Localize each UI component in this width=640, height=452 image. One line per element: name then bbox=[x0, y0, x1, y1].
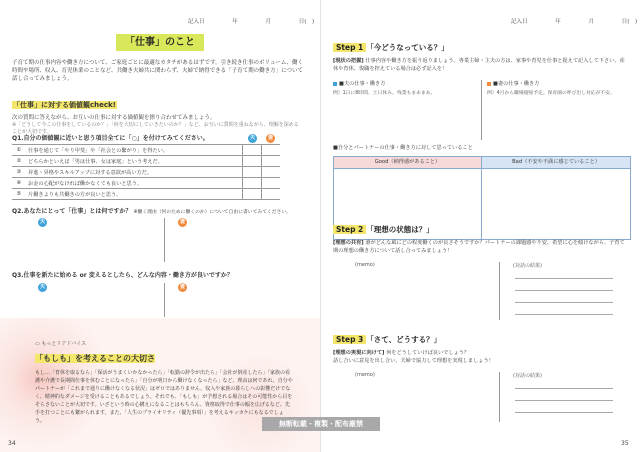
q3-wife-badge: 妻 bbox=[179, 284, 185, 290]
date-label: 記入日 bbox=[188, 19, 205, 25]
step3-memo: (memo) bbox=[355, 372, 375, 378]
page-number-left: 34 bbox=[8, 440, 16, 447]
q2-husband-badge: 夫 bbox=[39, 219, 45, 225]
result-line bbox=[515, 290, 613, 291]
square-icon bbox=[487, 82, 491, 86]
step3-desc bbox=[333, 350, 625, 365]
check-title bbox=[12, 100, 117, 110]
date-year: 年 bbox=[555, 19, 561, 25]
step2-result: (対話の結果) bbox=[513, 263, 542, 269]
step3-heading bbox=[333, 334, 441, 346]
item-text: 片働きよりも共働きの方が良いと思う。 bbox=[26, 189, 243, 200]
q3-divider bbox=[164, 283, 165, 317]
date-day: 日( ) bbox=[621, 19, 638, 25]
step3-result: (対話の結果) bbox=[513, 373, 542, 379]
wife-check-cell[interactable] bbox=[262, 156, 281, 167]
step2-desc bbox=[333, 240, 625, 255]
date-month: 月 bbox=[265, 19, 272, 25]
item-number: ④ bbox=[12, 178, 26, 189]
right-page bbox=[320, 0, 640, 452]
q2-wife-badge: 妻 bbox=[179, 219, 185, 225]
page-title: 「仕事」のこと bbox=[116, 34, 204, 51]
check-note1: 次の質問に答えながら、お互いの仕事に対する価値観を擦り合わせてみましょう。 bbox=[12, 115, 216, 121]
date-month: 月 bbox=[588, 19, 595, 25]
step1-title: 「今どうなっている？」 bbox=[366, 43, 449, 52]
date-day: 日( ) bbox=[298, 19, 315, 25]
wife-badge: 妻 bbox=[267, 135, 273, 141]
wife-work-text: ■妻の仕事・働き方 bbox=[493, 81, 540, 87]
husband-check-cell[interactable] bbox=[243, 178, 262, 189]
husband-check-cell[interactable] bbox=[243, 156, 262, 167]
step2-memo: (memo) bbox=[355, 262, 375, 268]
table-row bbox=[12, 189, 280, 200]
check-notes bbox=[12, 115, 302, 135]
item-text: 昇進・昇格やスキルアップに対する意欲が高い方だ。 bbox=[26, 167, 243, 178]
step2-desc-text: 誰がどんな風にどの程度働くのが良さそうですか？パートナーの課題感や不安、希望に心を傾けながら、子育て期の理想の働き方について話し合ってみましょう！ bbox=[333, 240, 625, 254]
husband-check-cell[interactable] bbox=[243, 189, 262, 200]
wife-work-note: 例）4月から職場復帰予定。保育園の呼び出し対応が不安。 bbox=[487, 91, 615, 96]
husband-work-label bbox=[333, 80, 385, 87]
husband-badge: 夫 bbox=[249, 135, 255, 141]
advice-title-text: 「もしも」を考えることの大切さ bbox=[35, 354, 155, 363]
husband-check-cell[interactable] bbox=[243, 167, 262, 178]
values-table bbox=[12, 144, 280, 200]
step1-desc bbox=[333, 58, 625, 73]
check-title-text: 「仕事」に対する価値観check! bbox=[13, 101, 116, 109]
step1-heading bbox=[333, 42, 449, 54]
step3-tag: Step 3 bbox=[333, 335, 366, 344]
result-line bbox=[515, 314, 613, 315]
item-text: お金の心配がなければ働かなくても良いと思う。 bbox=[26, 178, 243, 189]
item-number: ③ bbox=[12, 167, 26, 178]
step2-heading bbox=[333, 224, 434, 236]
q2-sub: ※働く理由（何のために働くのか）について自由に書いてみてください。 bbox=[133, 210, 291, 215]
item-number: ⑤ bbox=[12, 189, 26, 200]
wife-check-cell[interactable] bbox=[262, 189, 281, 200]
bad-header: Bad（不安や不満に感じていること） bbox=[482, 157, 630, 168]
table-title: ■自分とパートナーの仕事・働き方に対して思っていること bbox=[333, 145, 473, 151]
lightbulb-icon: ▭ bbox=[35, 341, 40, 347]
q3-husband-badge: 夫 bbox=[39, 284, 45, 290]
date-field bbox=[511, 17, 640, 25]
q2-heading bbox=[12, 206, 291, 215]
result-line bbox=[515, 412, 613, 413]
wife-check-cell[interactable] bbox=[262, 178, 281, 189]
step3-desc-head: [理想の実現に向けて] bbox=[333, 350, 385, 356]
step2-desc-head: [理想の共有] bbox=[333, 240, 364, 246]
table-divider bbox=[481, 157, 482, 239]
step3-divider bbox=[499, 372, 500, 422]
page-number-right: 35 bbox=[621, 440, 629, 447]
step3-title: 「さて、どうする？」 bbox=[366, 335, 442, 344]
husband-work-note: 例）1日に8時間、土日休み。残業もまあまあ。 bbox=[333, 91, 436, 96]
step2-tag: Step 2 bbox=[333, 225, 366, 234]
item-number: ② bbox=[12, 156, 26, 167]
step1-desc-text: 仕事内容や働き方を振り返りましょう。専業主婦・主夫の方は、家事や育児を仕事と捉えて記入して下さい。産休や育休、復職を控えている場合は必ず記入を！ bbox=[333, 58, 625, 72]
table-header-line bbox=[334, 168, 630, 169]
advice-title bbox=[35, 353, 155, 364]
check-note2: ※「どうして今この仕事をしているのか？」「何を大切にしていきたいのか？」など、お互いに質問を重ねながら、理解を深めることが大切です。 bbox=[12, 122, 299, 135]
result-line bbox=[515, 388, 613, 389]
square-icon bbox=[333, 82, 337, 86]
date-label: 記入日 bbox=[511, 19, 528, 25]
wife-check-cell[interactable] bbox=[262, 145, 281, 156]
q3-text: Q3.仕事を新たに始める or 変えるとしたら、どんな内容・働き方が良いですか？ bbox=[12, 272, 233, 279]
date-year: 年 bbox=[232, 19, 238, 25]
table-row bbox=[12, 145, 280, 156]
wife-check-cell[interactable] bbox=[262, 167, 281, 178]
husband-work-text: ■夫の仕事・働き方 bbox=[339, 81, 386, 87]
advice-label-text: もっとリアドバイス bbox=[41, 341, 87, 347]
item-text: 仕事を通じて「やり甲斐」や「社会との繋がり」を得たい。 bbox=[26, 145, 243, 156]
result-line bbox=[515, 400, 613, 401]
table-row bbox=[12, 178, 280, 189]
q2-text: Q2.あなたにとって「仕事」とは何ですか？ bbox=[12, 208, 132, 215]
advice-text: もし…「育休を取るなら」「保活がうまくいかなかったら」「転勤の辞令が出たら」「会社が倒産したら」「家族の看護や介護で長期間仕事を休むことになったら」「自分が明日から働けなくなったら」など、理由は何であれ、自分やパートナーが「これまで通りに働けなくなる状況」はゼロではありません。収入や家族の暮らしへの影響だけでなく、精神的なダメージを受けることもあるでしょう。それでも、「もしも」が予想される場合はその可能性から目をそらさないことが大切です。いざという時の心構えになることはもちろん、資格取得で仕事の幅を広げるなど、先手を打つことにも繋がられます。また、「人生のプライオリティ（優先事項）」を考えるキッカケにもなるでしょう。 bbox=[35, 370, 293, 424]
good-header: Good（納得感があること） bbox=[334, 157, 481, 168]
step1-tag: Step 1 bbox=[333, 43, 366, 52]
item-text: どちらかといえば「男は仕事、女は家庭」という考えだ。 bbox=[26, 156, 243, 167]
item-number: ① bbox=[12, 145, 26, 156]
husband-check-cell[interactable] bbox=[243, 145, 262, 156]
step1-desc-head: [現状の把握] bbox=[333, 58, 364, 64]
step3-desc-text: 何をどうしていけば良いでしょう？ bbox=[386, 350, 470, 356]
watermark: 無断転載・複製・配布厳禁 bbox=[262, 417, 380, 431]
wife-work-label bbox=[487, 80, 539, 87]
advice-label bbox=[35, 340, 86, 347]
step1-divider bbox=[481, 80, 482, 140]
date-field bbox=[188, 17, 320, 25]
q3-heading bbox=[12, 270, 233, 279]
q1-heading: Q1.自分の価値観に近いと思う項目全てに「○」を付けてみてください。 bbox=[12, 135, 209, 142]
table-row bbox=[12, 167, 280, 178]
result-line bbox=[515, 278, 613, 279]
intro-text: 子育て期の仕事内容や働き方について、ご家庭ごとに最適なカタチがあるはずです。引き続き仕事のボリューム、働く時間や場所、収入、育児休業のことなど、共働き夫婦共に関わらず、夫婦で納得できる「子育て期の働き方」について話し合ってみましょう。 bbox=[12, 60, 304, 82]
table-row bbox=[12, 156, 280, 167]
step2-divider bbox=[499, 262, 500, 320]
step3-desc2-text: 話し合いに意見を出し合い、夫婦で協力して理想を実現しましょう！ bbox=[333, 357, 494, 364]
result-line bbox=[515, 302, 613, 303]
q2-divider bbox=[164, 218, 165, 262]
step2-title: 「理想の状態は？」 bbox=[366, 225, 434, 234]
